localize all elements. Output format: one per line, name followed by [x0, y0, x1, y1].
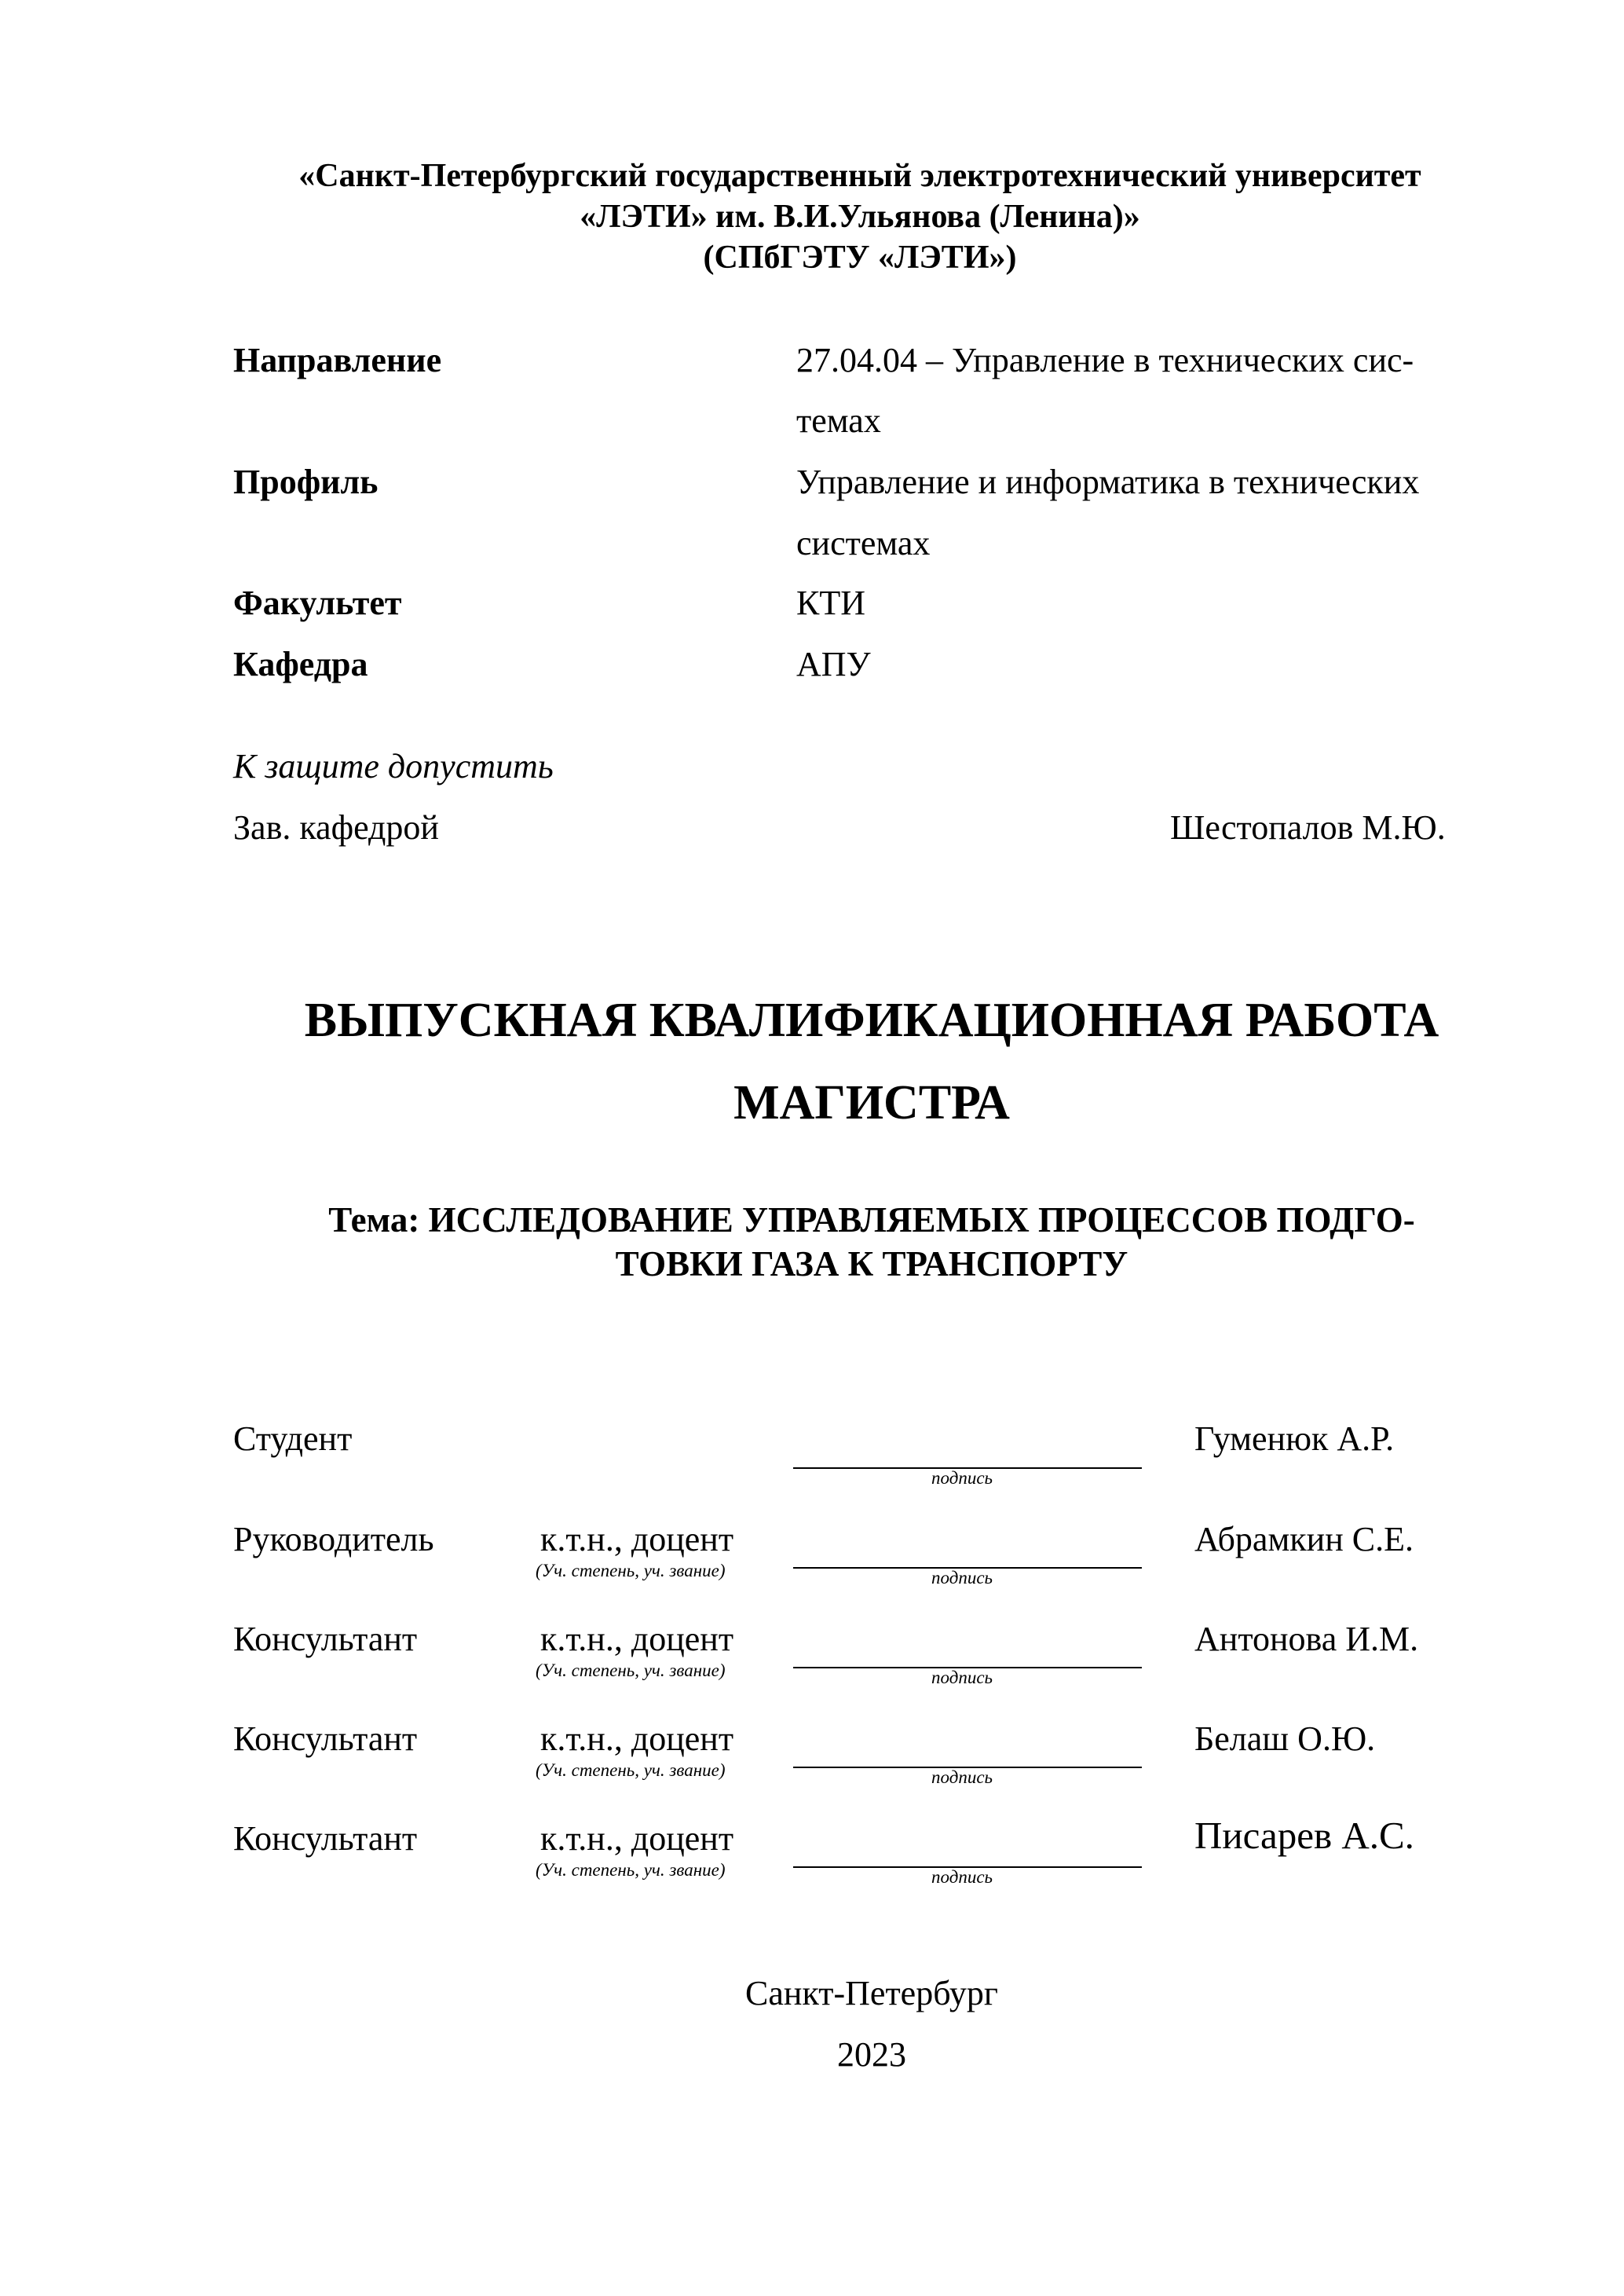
signature-name-consultant: Антонова И.М. — [1194, 1620, 1419, 1658]
theme-line-2: ТОВКИ ГАЗА К ТРАНСПОРТУ — [615, 1244, 1128, 1283]
signature-caption: подпись — [931, 1668, 993, 1687]
university-name-line-1: «Санкт-Петербургский государственный электротехнический университет — [298, 158, 1421, 194]
profile-label: Профиль — [233, 463, 379, 501]
university-abbreviation: (СПбГЭТУ «ЛЭТИ») — [703, 240, 1017, 276]
signature-name-consultant: Белаш О.Ю. — [1194, 1719, 1376, 1758]
university-name-line-2: «ЛЭТИ» им. В.И.Ульянова (Ленина)» — [580, 199, 1140, 235]
signature-role-student: Студент — [233, 1419, 353, 1458]
theme-line-1: Тема: ИССЛЕДОВАНИЕ УПРАВЛЯЕМЫХ ПРОЦЕССОВ ПОДГО- — [328, 1200, 1415, 1240]
signature-caption: подпись — [931, 1867, 993, 1887]
signature-name-student: Гуменюк А.Р. — [1194, 1419, 1395, 1458]
approval-note: К защите допустить — [233, 747, 554, 785]
signature-role-supervisor: Руководитель — [233, 1520, 434, 1558]
work-title-line-1: ВЫПУСКНАЯ КВАЛИФИКАЦИОННАЯ РАБОТА — [304, 994, 1439, 1047]
signature-caption: подпись — [931, 1468, 993, 1488]
signature-degree-caption: (Уч. степень, уч. звание) — [536, 1561, 726, 1580]
signature-degree: к.т.н., доцент — [540, 1719, 734, 1758]
signature-role-consultant: Консультант — [233, 1819, 418, 1858]
signature-role-consultant: Консультант — [233, 1620, 418, 1658]
signature-degree-caption: (Уч. степень, уч. звание) — [536, 1860, 726, 1880]
work-title-line-2: МАГИСТРА — [733, 1076, 1010, 1130]
department-label: Кафедра — [233, 645, 368, 683]
signature-degree: к.т.н., доцент — [540, 1819, 734, 1858]
signature-caption: подпись — [931, 1568, 993, 1587]
direction-value-line-2: темах — [796, 401, 881, 440]
faculty-value: КТИ — [796, 584, 865, 622]
faculty-label: Факультет — [233, 584, 402, 622]
department-value: АПУ — [796, 645, 871, 683]
direction-label: Направление — [233, 341, 442, 379]
signature-caption: подпись — [931, 1767, 993, 1787]
approval-position: Зав. кафедрой — [233, 808, 439, 847]
signature-degree-caption: (Уч. степень, уч. звание) — [536, 1760, 726, 1780]
footer-year: 2023 — [837, 2035, 906, 2074]
signature-name-supervisor: Абрамкин С.Е. — [1194, 1520, 1414, 1558]
signature-name-consultant: Писарев А.С. — [1194, 1814, 1414, 1857]
profile-value-line-2: системах — [796, 524, 931, 562]
direction-value-line-1: 27.04.04 – Управление в технических сис- — [796, 341, 1414, 379]
signature-role-consultant: Консультант — [233, 1719, 418, 1758]
signature-degree: к.т.н., доцент — [540, 1620, 734, 1658]
profile-value-line-1: Управление и информатика в технических — [796, 463, 1420, 501]
footer-city: Санкт-Петербург — [745, 1974, 998, 2012]
approval-name: Шестопалов М.Ю. — [1170, 808, 1446, 847]
signature-degree: к.т.н., доцент — [540, 1520, 734, 1558]
signature-degree-caption: (Уч. степень, уч. звание) — [536, 1661, 726, 1680]
